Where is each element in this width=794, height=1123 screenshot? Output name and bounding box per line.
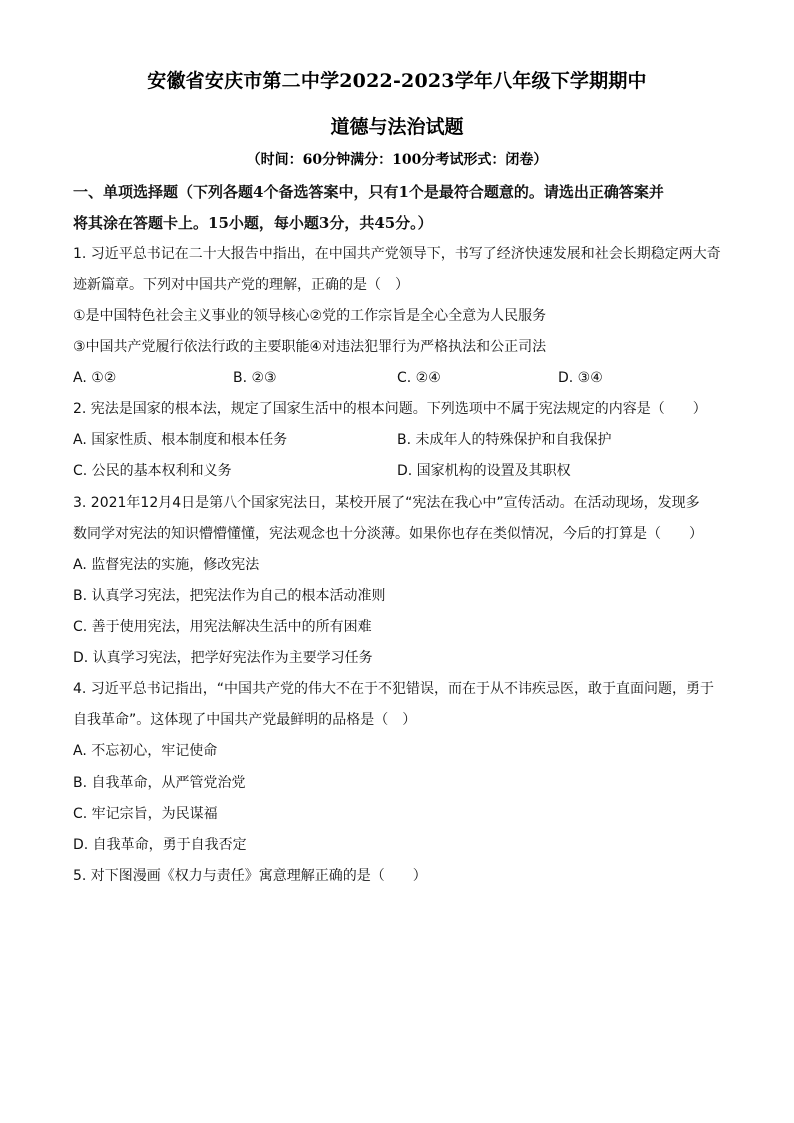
q4-option-a[interactable]: A. 不忘初心，牢记使命 xyxy=(73,743,218,759)
q3-option-c[interactable]: C. 善于使用宪法，用宪法解决生活中的所有困难 xyxy=(73,619,372,635)
section-heading: 一、单项选择题（下列各题4个备选答案中，只有1个是最符合题意的。请选出正确答案并 xyxy=(73,183,664,201)
q1-items: ①是中国特色社会主义事业的领导核心②党的工作宗旨是全心全意为人民服务 xyxy=(73,308,547,324)
q1-items-cont: ③中国共产党履行依法行政的主要职能④对违法犯罪行为严格执法和公正司法 xyxy=(73,339,547,355)
q3-stem: 3. 2021年12月4日是第八个国家宪法日，某校开展了“宪法在我心中”宣传活动。在活动现场，发现多 xyxy=(73,495,700,511)
q4-option-b[interactable]: B. 自我革命，从严管党治党 xyxy=(73,775,246,791)
q2-option-d[interactable]: D. 国家机构的设置及其职权 xyxy=(397,463,571,479)
q1-stem: 1. 习近平总书记在二十大报告中指出，在中国共产党领导下，书写了经济快速发展和社会长期稳定两大奇 xyxy=(73,246,721,262)
q3-option-a[interactable]: A. 监督宪法的实施，修改宪法 xyxy=(73,557,260,573)
q2-option-a[interactable]: A. 国家性质、根本制度和根本任务 xyxy=(73,432,288,448)
q1-option-c[interactable]: C. ②④ xyxy=(397,370,441,386)
exam-title: 安徽省安庆市第二中学2022-2023学年八年级下学期期中 xyxy=(147,70,647,92)
exam-info: （时间：60分钟满分：100分考试形式：闭卷） xyxy=(246,152,548,168)
q2-stem: 2. 宪法是国家的根本法，规定了国家生活中的根本问题。下列选项中不属于宪法规定的内容是（ ） xyxy=(73,401,707,417)
q4-option-c[interactable]: C. 牢记宗旨，为民谋福 xyxy=(73,806,218,822)
q3-stem-cont: 数同学对宪法的知识懵懵懂懂，宪法观念也十分淡薄。如果你也存在类似情况，今后的打算是（ ） xyxy=(73,526,703,542)
q2-option-c[interactable]: C. 公民的基本权利和义务 xyxy=(73,463,232,479)
q2-option-b[interactable]: B. 未成年人的特殊保护和自我保护 xyxy=(397,432,612,448)
q3-option-b[interactable]: B. 认真学习宪法，把宪法作为自己的根本活动准则 xyxy=(73,588,386,604)
q3-option-d[interactable]: D. 认真学习宪法，把学好宪法作为主要学习任务 xyxy=(73,650,373,666)
section-heading-cont: 将其涂在答题卡上。15小题，每小题3分，共45分。） xyxy=(73,214,433,232)
q1-option-b[interactable]: B. ②③ xyxy=(233,370,277,386)
q5-stem: 5. 对下图漫画《权力与责任》寓意理解正确的是（ ） xyxy=(73,868,427,884)
exam-subject-title: 道德与法治试题 xyxy=(330,116,464,138)
q1-option-d[interactable]: D. ③④ xyxy=(558,370,603,386)
q1-stem-cont: 迹新篇章。下列对中国共产党的理解，正确的是（ ） xyxy=(73,277,409,293)
q4-stem: 4. 习近平总书记指出，“中国共产党的伟大不在于不犯错误，而在于从不讳疾忌医，敢于直面问题，勇于 xyxy=(73,681,715,697)
q4-option-d[interactable]: D. 自我革命，勇于自我否定 xyxy=(73,837,247,853)
q4-stem-cont: 自我革命”。这体现了中国共产党最鲜明的品格是（ ） xyxy=(73,712,417,728)
q1-option-a[interactable]: A. ①② xyxy=(73,370,117,386)
